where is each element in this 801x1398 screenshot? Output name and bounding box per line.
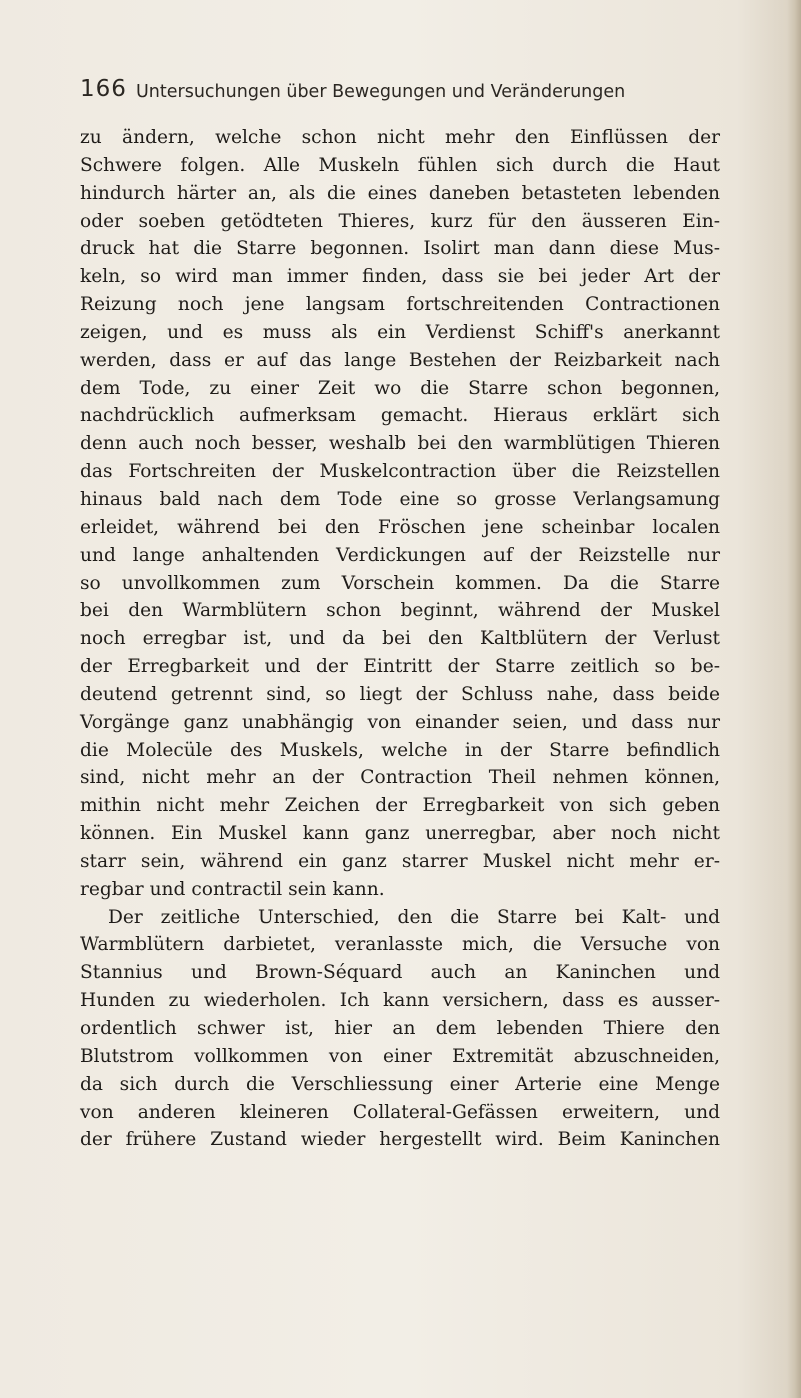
text-line: dem Tode, zu einer Zeit wo die Starre schon begonnen, <box>80 377 720 399</box>
text-line: da sich durch die Verschliessung einer Arterie eine Menge <box>80 1073 720 1095</box>
text-line: Warmblütern darbietet, veranlasste mich, die Versuche von <box>80 934 720 956</box>
text-line: werden, dass er auf das lange Bestehen der Reizbarkeit nach <box>80 349 720 371</box>
text-line: von anderen kleineren Collateral-Gefässen erweitern, und <box>80 1101 720 1123</box>
text-line: das Fortschreiten der Muskelcontraction über die Reizstellen <box>80 461 720 483</box>
text-line: oder soeben getödteten Thieres, kurz für den äusseren Ein- <box>80 210 720 232</box>
text-line: starr sein, während ein ganz starrer Muskel nicht mehr er- <box>80 850 720 872</box>
page-number: 166 <box>80 76 127 102</box>
text-line: Schwere folgen. Alle Muskeln fühlen sich durch die Haut <box>80 154 720 176</box>
page-edge-shadow <box>787 0 801 1398</box>
text-line: Blutstrom vollkommen von einer Extremität abzuschneiden, <box>80 1045 720 1067</box>
text-line: denn auch noch besser, weshalb bei den warmblütigen Thieren <box>80 433 720 455</box>
page-header <box>80 72 720 112</box>
text-line: Reizung noch jene langsam fortschreitenden Contractionen <box>80 294 720 316</box>
text-line: der frühere Zustand wieder hergestellt wird. Beim Kaninchen <box>80 1129 720 1151</box>
text-line: hindurch härter an, als die eines daneben betasteten lebenden <box>80 182 720 204</box>
text-line: und lange anhaltenden Verdickungen auf der Reizstelle nur <box>80 544 720 566</box>
text-line: Stannius und Brown-Séquard auch an Kaninchen und <box>80 962 720 984</box>
text-line: der Erregbarkeit und der Eintritt der Starre zeitlich so be- <box>80 656 720 678</box>
text-line: Der zeitliche Unterschied, den die Starre bei Kalt- und <box>108 906 720 928</box>
text-line: regbar und contractil sein kann. <box>80 878 385 900</box>
text-line: zu ändern, welche schon nicht mehr den Einflüssen der <box>80 127 720 148</box>
text-line: keln, so wird man immer finden, dass sie bei jeder Art der <box>80 266 720 288</box>
text-line: die Molecüle des Muskels, welche in der Starre befindlich <box>80 739 720 761</box>
text-line: nachdrücklich aufmerksam gemacht. Hieraus erklärt sich <box>80 405 720 427</box>
text-line: mithin nicht mehr Zeichen der Erregbarkeit von sich geben <box>80 795 720 817</box>
body-text <box>80 124 720 1154</box>
text-line: noch erregbar ist, und da bei den Kaltblütern der Verlust <box>80 628 720 650</box>
text-line: Hunden zu wiederholen. Ich kann versichern, dass es ausser- <box>80 990 720 1012</box>
text-line: können. Ein Muskel kann ganz unerregbar, aber noch nicht <box>80 823 720 845</box>
text-line: zeigen, und es muss als ein Verdienst Schiff's anerkannt <box>80 321 720 343</box>
text-line: erleidet, während bei den Fröschen jene scheinbar localen <box>80 516 720 538</box>
text-line: hinaus bald nach dem Tode eine so grosse Verlangsamung <box>80 488 720 510</box>
running-head: Untersuchungen über Bewegungen und Veränderungen <box>136 82 626 102</box>
text-line: deutend getrennt sind, so liegt der Schluss nahe, dass beide <box>80 683 720 705</box>
text-line: druck hat die Starre begonnen. Isolirt man dann diese Mus- <box>80 238 720 260</box>
text-line: ordentlich schwer ist, hier an dem lebenden Thiere den <box>80 1018 720 1039</box>
text-line: bei den Warmblütern schon beginnt, während der Muskel <box>80 600 720 622</box>
text-line: so unvollkommen zum Vorschein kommen. Da die Starre <box>80 572 720 594</box>
text-line: sind, nicht mehr an der Contraction Theil nehmen können, <box>80 767 720 789</box>
text-line: Vorgänge ganz unabhängig von einander seien, und dass nur <box>80 711 720 733</box>
